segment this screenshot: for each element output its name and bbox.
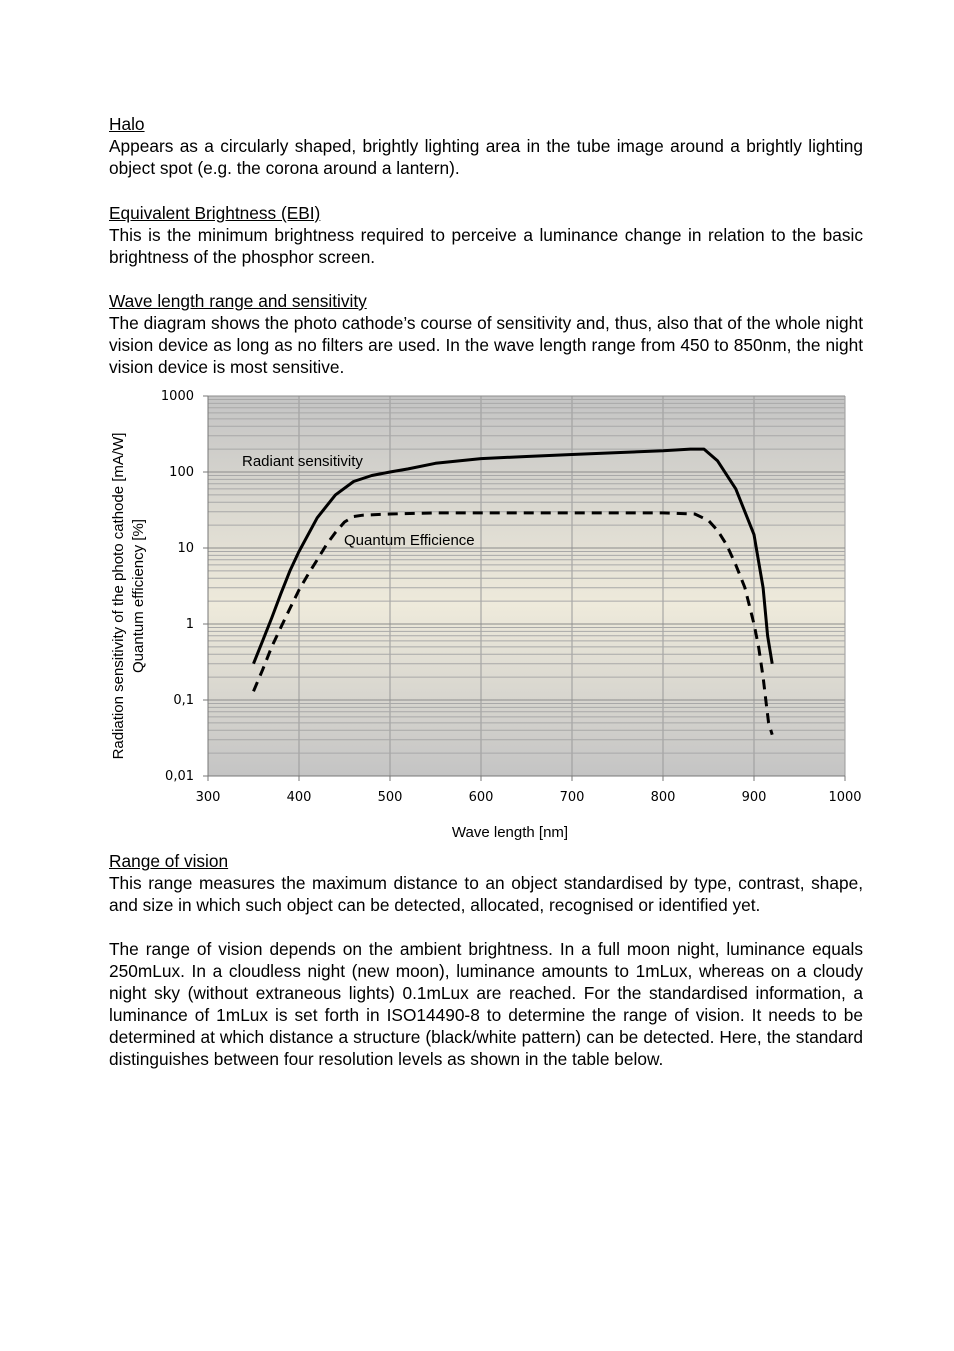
x-tick-label: 400 — [286, 790, 312, 805]
x-tick-label: 600 — [468, 790, 494, 805]
x-tick-label: 700 — [559, 790, 585, 805]
y-axis-label-line1: Radiation sensitivity of the photo cathode [mA/W] — [110, 432, 127, 760]
sensitivity-chart — [104, 384, 874, 846]
y-tick-label: 1000 — [160, 389, 194, 404]
series-label-quantum-efficience: Quantum Efficience — [344, 532, 475, 549]
section-wavelength — [109, 290, 863, 378]
paragraph-ebi: This is the minimum brightness required to perceive a luminance change in relation to the basic brightness of the phosphor screen. — [109, 225, 863, 267]
paragraph-range-1: This range measures the maximum distance to an object standardised by type, contrast, shape, and size in which such object can be detected, allocated, recognised or identified yet. — [109, 873, 863, 915]
y-tick-label: 100 — [169, 465, 194, 480]
paragraph-wavelength: The diagram shows the photo cathode’s course of sensitivity and, thus, also that of the whole night vision device as long as no filters are used. In the wave length range from 450 to 850nm, the night vision device is most sensitive. — [109, 313, 863, 377]
x-tick-label: 1000 — [828, 790, 862, 805]
paragraph-halo: Appears as a circularly shaped, brightly lighting area in the tube image around a brightly lighting object spot (e.g. the corona around a lantern). — [109, 136, 863, 178]
y-tick-label: 1 — [185, 617, 194, 632]
section-ebi — [109, 202, 863, 268]
y-tick-label: 0,1 — [173, 693, 194, 708]
x-axis-label: Wave length [nm] — [451, 824, 569, 841]
heading-wavelength: Wave length range and sensitivity — [109, 291, 367, 311]
paragraph-range-2: The range of vision depends on the ambient brightness. In a full moon night, luminance equals 250mLux. In a cloudless night (new moon), luminance amounts to 1mLux, whereas on a cloudy night sky (without extraneous lights) 0.1mLux are reached. For the standardised information, a luminance of 1mLux is set forth in ISO14490-8 to determine the range of vision. It needs to be determined at which distance a structure (black/white pattern) can be detected. Here, the standard distinguishes between four resolution levels as shown in the table below. — [109, 939, 863, 1069]
y-axis-label-line2: Quantum efficiency [%] — [130, 519, 147, 673]
x-tick-label: 900 — [741, 790, 767, 805]
y-tick-label: 10 — [177, 541, 194, 556]
heading-range: Range of vision — [109, 851, 229, 871]
series-label-radiant-sensitivity: Radiant sensitivity — [242, 453, 363, 470]
x-tick-label: 300 — [195, 790, 221, 805]
heading-ebi: Equivalent Brightness (EBI) — [109, 203, 321, 223]
x-tick-label: 500 — [377, 790, 403, 805]
heading-halo: Halo — [109, 114, 145, 134]
section-halo — [109, 113, 863, 179]
y-tick-label: 0,01 — [165, 769, 194, 784]
section-range — [109, 850, 863, 1070]
chart-canvas — [104, 384, 874, 846]
x-tick-label: 800 — [650, 790, 676, 805]
